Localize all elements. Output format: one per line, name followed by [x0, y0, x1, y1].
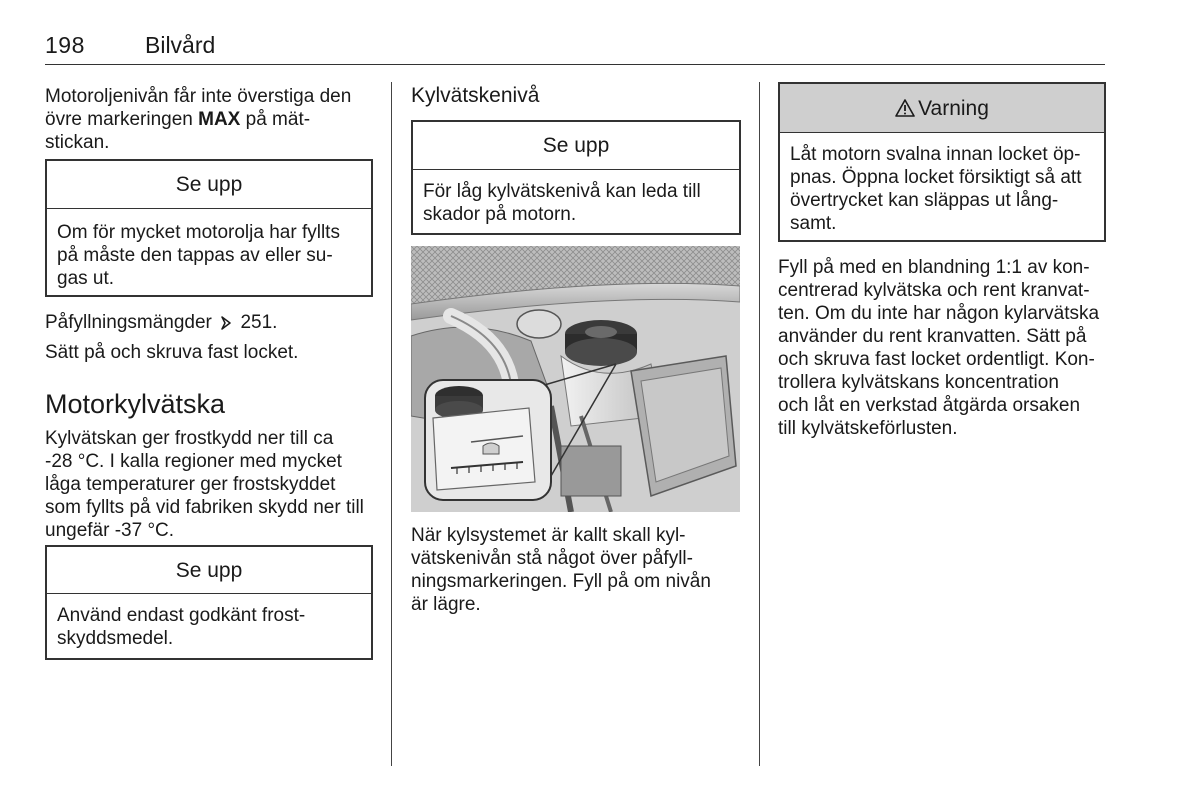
- caution-box-antifreeze: [45, 545, 373, 660]
- max-marking: MAX: [198, 109, 241, 130]
- screw-cap-text: Sätt på och skruva fast locket.: [45, 342, 299, 363]
- header-rule: [45, 64, 1105, 65]
- warning-text: Låt motorn svalna innan locket öp- pnas. Öppna locket försiktigt så att övertrycket kan släppas ut lång- samt.: [790, 144, 1082, 234]
- warning-box: [778, 82, 1106, 242]
- column-divider-left: [391, 82, 392, 766]
- page-reference-arrow-icon: [219, 316, 233, 330]
- warning-triangle-icon: [895, 99, 915, 117]
- warning-title-bar: [780, 84, 1104, 133]
- caution-title: Se upp: [47, 547, 371, 594]
- coolant-mix-paragraph: Fyll på med en blandning 1:1 av kon- centrerad kylvätska och rent kranvat- ten. Om du inte har någon kylarvätska använder du rent kranvatten. Sätt på och skruva fast locket ordentligt. Kon- trollera kylvätskans koncentration och låt en verkstad åtgärda orsaken till kylvätskeförlusten.: [778, 257, 1100, 439]
- coolant-level-caption: När kylsystemet är kallt skall kyl- vätskenivån stå något över påfyll- ningsmarkeringen. Fyll på om nivån är lägre.: [411, 525, 711, 615]
- caution-text: Använd endast godkänt frost- skyddsmedel.: [57, 605, 306, 649]
- caution-title: Se upp: [413, 122, 739, 170]
- caution-text: För låg kylvätskenivå kan leda till skador på motorn.: [423, 181, 701, 225]
- coolant-paragraph: Kylvätskan ger frostkydd ner till ca -28 °C. I kalla regioner med mycket låga temperaturer ger frostskyddet som fyllts på vid fabriken skydd ner till ungefär -37 °C.: [45, 428, 364, 541]
- caution-text: Om för mycket motorolja har fyllts på måste den tappas av eller su- gas ut.: [57, 222, 340, 289]
- section-heading-coolant: Motorkylvätska: [45, 389, 226, 419]
- section-title: Bilvård: [145, 32, 216, 58]
- caution-title: Se upp: [47, 161, 371, 209]
- caution-box-coolant-level: [411, 120, 741, 235]
- caution-box-oil: [45, 159, 373, 297]
- column-divider-right: [759, 82, 760, 766]
- warning-title: Varning: [918, 97, 989, 120]
- heading-coolant-level: Kylvätskenivå: [411, 84, 540, 107]
- coolant-reservoir-illustration: [411, 246, 740, 512]
- page-number: 198: [45, 32, 85, 58]
- refill-reference: Påfyllningsmängder 251.: [45, 312, 278, 333]
- intro-paragraph: Motoroljenivån får inte överstiga den övre markeringen MAX på mät- stickan.: [45, 86, 352, 153]
- engine-bay-illustration: [411, 246, 740, 512]
